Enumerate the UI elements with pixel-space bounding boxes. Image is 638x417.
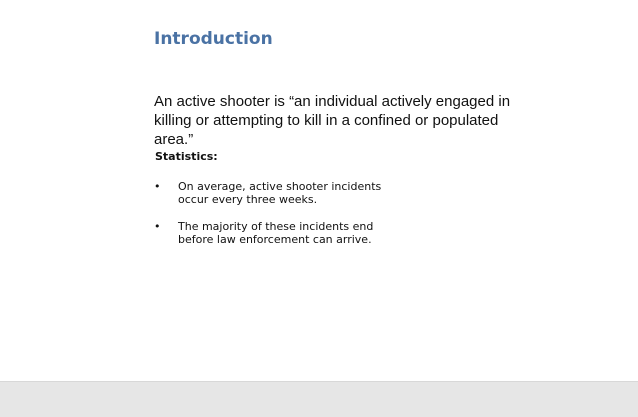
statistics-list [154,180,384,260]
statistics-item-text: On average, active shooter incidents occur every three weeks. [178,180,382,206]
statistics-list-item [154,180,384,206]
statistics-list-item [154,220,384,246]
slide-title: Introduction [154,29,273,49]
definition-quote: An active shooter is “an individual actively engaged in killing or attempting to kill in a confined or populated area.” [154,93,511,148]
bullet-icon: • [154,180,161,193]
statistics-item-text: The majority of these incidents end before law enforcement can arrive. [178,220,374,246]
bullet-icon: • [154,220,161,233]
statistics-heading: Statistics: [155,150,218,163]
footer-bar [0,381,638,417]
